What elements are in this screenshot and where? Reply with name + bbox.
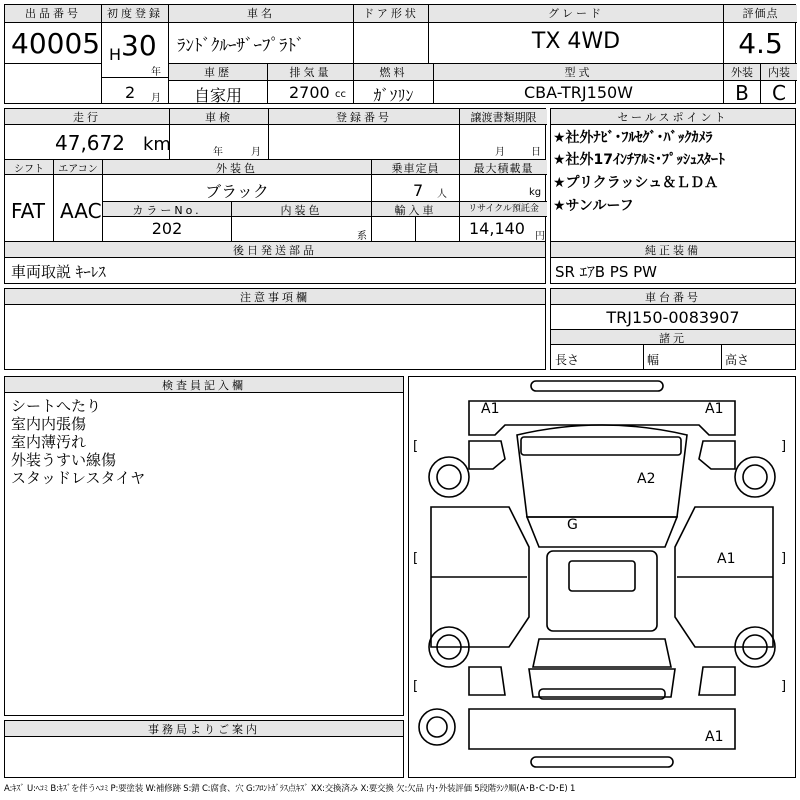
front-frame-shape: [469, 401, 735, 435]
inspector-line-1: シートへたり: [11, 397, 102, 415]
fuel-value: ｶﾞｿﾘﾝ: [373, 86, 414, 105]
recycle-deposit-unit: 円: [535, 231, 545, 242]
exterior-color-value: ブラック: [205, 182, 269, 201]
capacity-value: 7: [413, 181, 424, 200]
bracket-right-1: ]: [781, 439, 787, 454]
rear-deck-shape: [529, 669, 675, 697]
parts-value: 車両取説 ｷｰﾚｽ: [11, 263, 106, 281]
sales-point-2: ★社外17ｲﾝﾁｱﾙﾐ･ﾌﾟｯｼｭｽﾀｰﾄ: [553, 152, 726, 168]
shift-label: シフト: [5, 160, 53, 175]
sales-points-label: セールスポイント: [551, 109, 795, 125]
ac-label: エアコン: [54, 160, 102, 175]
legend-footer: A:ｷｽﾞ U:ﾍｺﾐ B:ｷｽﾞを伴うﾍｺﾐ P:要塗装 W:補修跡 S:錆 C:腐食、穴 G:ﾌﾛﾝﾄｶﾞﾗｽ点ｷｽﾞ XX:交換済み X:要交換 欠:欠品 内･外装評価 5段階ﾗﾝｸ順(A･B･C･D･E) 1: [4, 784, 576, 794]
inspector-line-2: 室内内張傷: [11, 415, 87, 433]
notes-block: [4, 288, 546, 370]
door-type-label: ドア形状: [354, 5, 428, 23]
transfer-day-unit: 日: [531, 147, 541, 158]
mileage-label: 走行: [5, 109, 169, 125]
bracket-left-2: [: [413, 551, 419, 566]
mark-a1-rear: A1: [705, 729, 724, 745]
inspector-line-5: スタッドレスタイヤ: [11, 469, 146, 487]
mark-a1-front-left: A1: [481, 401, 500, 417]
notes-label: 注意事項欄: [5, 289, 545, 305]
front-bumper-shape: [531, 381, 663, 391]
sales-points-block: [550, 108, 796, 284]
car-outline-diagram: [409, 377, 795, 777]
inspector-line-4: 外装うすい線傷: [11, 451, 117, 469]
mark-a2-hood: A2: [637, 471, 656, 487]
hood-shape: [517, 425, 687, 517]
grade-label: グレード: [429, 5, 723, 23]
car-name-value: ﾗﾝﾄﾞｸﾙｰｻﾞｰﾌﾟﾗﾄﾞ: [177, 36, 305, 56]
displacement-unit: cc: [335, 89, 346, 100]
bracket-left-1: [: [413, 439, 419, 454]
inspector-label: 検査員記入欄: [5, 377, 403, 393]
rear-frame-shape: [469, 709, 735, 749]
displacement-label: 排気量: [268, 64, 353, 81]
front-left-wheel-shape: [429, 457, 469, 497]
parts-label: 後日発送部品: [5, 242, 545, 258]
vehicle-details-block: [4, 108, 546, 284]
model-label: 型式: [434, 64, 723, 81]
lot-number-value: 40005: [11, 27, 101, 60]
chassis-value: TRJ150-0083907: [606, 308, 740, 327]
capacity-unit: 人: [437, 189, 447, 200]
mark-a1-right-side: A1: [717, 551, 736, 567]
recycle-deposit-value: 14,140: [469, 219, 525, 238]
mark-g-windshield: G: [567, 517, 578, 533]
exterior-grade-label: 外装: [724, 64, 760, 81]
inspection-month-unit: 月: [251, 147, 261, 158]
interior-color-label: 内装色: [232, 202, 371, 217]
max-load-label: 最大積載量: [460, 160, 547, 175]
color-number-value: 202: [151, 219, 183, 238]
front-right-wheel-shape: [735, 457, 775, 497]
interior-grade-value: C: [772, 81, 786, 105]
era-value: H: [109, 45, 122, 64]
chassis-label: 車台番号: [551, 289, 795, 305]
dimensions-label: 諸元: [551, 330, 795, 345]
max-load-unit: kg: [529, 187, 542, 198]
year-value: 30: [121, 29, 157, 62]
interior-grade-label: 内装: [761, 64, 797, 81]
year-unit: 年: [151, 67, 161, 78]
height-label: 高さ: [725, 353, 750, 367]
mark-a1-front-right: A1: [705, 401, 724, 417]
length-label: 長さ: [555, 353, 580, 367]
front-left-fender-shape: [469, 441, 505, 469]
spare-tire-shape: [419, 709, 455, 745]
sales-point-3: ★プリクラッシュ＆ＬＤＡ: [553, 175, 719, 191]
import-label: 輸入車: [372, 202, 459, 217]
car-name-label: 車名: [169, 5, 353, 23]
windshield-shape: [527, 517, 677, 547]
transfer-deadline-label: 譲渡書類期限: [460, 109, 547, 125]
chassis-block: [550, 288, 796, 370]
bracket-left-3: [: [413, 679, 419, 694]
lot-number-label: 出品番号: [5, 5, 101, 23]
displacement-value: 2700: [289, 83, 330, 102]
mileage-value: 47,672: [55, 131, 125, 155]
shift-value: FAT: [11, 199, 46, 223]
interior-color-unit: 系: [357, 231, 367, 242]
grade-value: TX 4WD: [531, 29, 621, 54]
header-block: [4, 4, 796, 104]
ac-value: AAC: [60, 199, 102, 223]
equipment-value: SR ｴｱB PS PW: [555, 263, 657, 281]
sales-point-1: ★社外ﾅﾋﾞ･ﾌﾙｾｸﾞ･ﾊﾞｯｸｶﾒﾗ: [553, 130, 713, 146]
bracket-right-3: ]: [781, 679, 787, 694]
transfer-month-unit: 月: [495, 147, 505, 158]
month-unit: 月: [151, 93, 161, 104]
inspector-block: [4, 376, 404, 716]
office-notice-label: 事務局よりご案内: [5, 721, 403, 737]
equipment-label: 純正装備: [551, 242, 795, 258]
rear-window-shape: [533, 639, 671, 667]
exterior-color-label: 外装色: [103, 160, 371, 175]
front-right-fender-shape: [699, 441, 735, 469]
mileage-unit: km: [143, 134, 171, 155]
recycle-deposit-label: リサイクル預託金: [460, 202, 547, 217]
bracket-right-2: ]: [781, 551, 787, 566]
grille-shape: [521, 437, 681, 455]
month-value: 2: [125, 83, 136, 102]
car-diagram: [408, 376, 796, 778]
office-notice-block: [4, 720, 404, 778]
width-label: 幅: [647, 353, 660, 367]
score-value: 4.5: [738, 27, 783, 60]
history-label: 車歴: [169, 64, 267, 81]
fuel-label: 燃料: [354, 64, 433, 81]
sunroof-shape: [569, 561, 635, 591]
registration-number-label: 登録番号: [269, 109, 459, 125]
first-registration-label: 初度登録: [102, 5, 168, 23]
capacity-label: 乗車定員: [372, 160, 459, 175]
inspection-label: 車検: [170, 109, 268, 125]
color-number-label: カラーNo.: [103, 202, 231, 217]
exterior-grade-value: B: [735, 81, 749, 105]
inspector-line-3: 室内薄汚れ: [11, 433, 87, 451]
sales-point-4: ★サンルーフ: [553, 198, 634, 214]
score-label: 評価点: [724, 5, 797, 23]
inspection-year-unit: 年: [213, 147, 223, 158]
history-value: 自家用: [193, 86, 242, 105]
model-value: CBA-TRJ150W: [523, 83, 633, 102]
